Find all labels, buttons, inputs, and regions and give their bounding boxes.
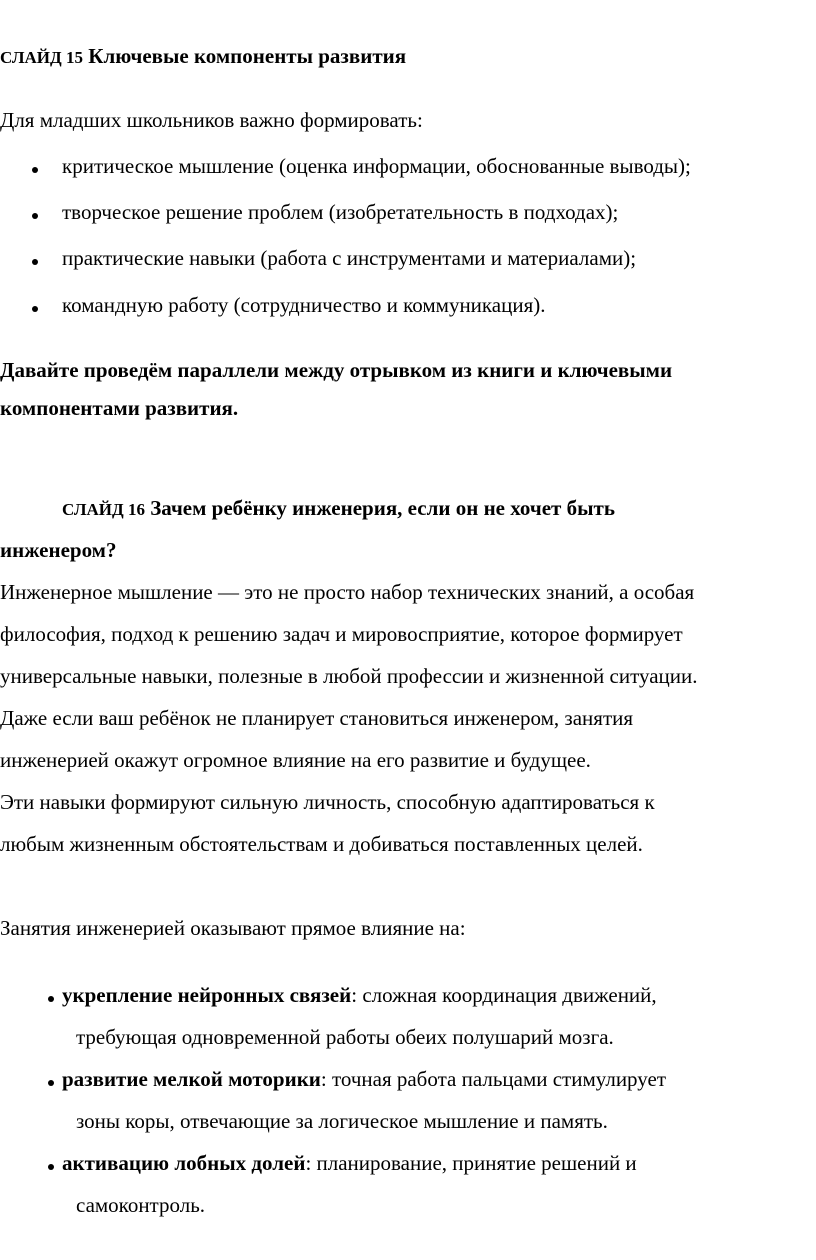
list-item: критическое мышление (оценка информации, обоснованные выводы); bbox=[62, 154, 691, 178]
impact-term: развитие мелкой моторики bbox=[62, 1067, 321, 1091]
impact-continuation: зоны коры, отвечающие за логическое мышление и память. bbox=[76, 1109, 608, 1133]
slide15-prefix: СЛАЙД 15 bbox=[0, 48, 83, 67]
list-item: командную работу (сотрудничество и коммуникация). bbox=[62, 293, 546, 317]
impact-intro: Занятия инженерией оказывают прямое влияние на: bbox=[0, 916, 466, 940]
body-line: инженерией окажут огромное влияние на его развитие и будущее. bbox=[0, 748, 591, 772]
bullet-dot bbox=[48, 996, 54, 1002]
impact-desc: : точная работа пальцами стимулирует bbox=[320, 1067, 666, 1091]
callout-line: компонентами развития. bbox=[0, 396, 239, 420]
impact-term: активацию лобных долей bbox=[62, 1151, 306, 1175]
impact-continuation: самоконтроль. bbox=[76, 1193, 206, 1217]
slide15-heading bbox=[0, 44, 406, 69]
bullet-dot bbox=[32, 259, 38, 265]
slide16-title-line1: Зачем ребёнку инженерия, если он не хочет быть bbox=[150, 496, 615, 520]
slide16-title-line2: инженером? bbox=[0, 538, 117, 562]
bullet-dot bbox=[32, 306, 38, 312]
body-line: любым жизненным обстоятельствам и добиваться поставленных целей. bbox=[0, 832, 643, 856]
bullet-dot bbox=[32, 167, 38, 173]
list-item: практические навыки (работа с инструментами и материалами); bbox=[62, 246, 637, 270]
bullet-dot bbox=[48, 1080, 54, 1086]
body-line: Эти навыки формируют сильную личность, способную адаптироваться к bbox=[0, 790, 655, 814]
body-line: универсальные навыки, полезные в любой профессии и жизненной ситуации. bbox=[0, 664, 698, 688]
slide15-intro: Для младших школьников важно формировать: bbox=[0, 108, 423, 132]
impact-desc: : сложная координация движений, bbox=[351, 983, 657, 1007]
impact-desc: : планирование, принятие решений и bbox=[305, 1151, 637, 1175]
impact-item bbox=[62, 1151, 637, 1176]
impact-continuation: требующая одновременной работы обеих полушарий мозга. bbox=[76, 1025, 614, 1049]
body-line: Инженерное мышление — это не просто набор технических знаний, а особая bbox=[0, 580, 695, 604]
slide15-title: Ключевые компоненты развития bbox=[88, 44, 407, 68]
slide16-heading bbox=[62, 496, 615, 521]
impact-term: укрепление нейронных связей bbox=[62, 983, 352, 1007]
bullet-dot bbox=[32, 213, 38, 219]
body-line: Даже если ваш ребёнок не планирует становиться инженером, занятия bbox=[0, 706, 634, 730]
impact-item bbox=[62, 1067, 666, 1092]
callout-line: Давайте проведём параллели между отрывком из книги и ключевыми bbox=[0, 358, 673, 382]
list-item: творческое решение проблем (изобретательность в подходах); bbox=[62, 200, 619, 224]
body-line: философия, подход к решению задач и мировосприятие, которое формирует bbox=[0, 622, 683, 646]
bullet-dot bbox=[48, 1164, 54, 1170]
slide16-prefix: СЛАЙД 16 bbox=[62, 500, 145, 519]
impact-item bbox=[62, 983, 657, 1008]
